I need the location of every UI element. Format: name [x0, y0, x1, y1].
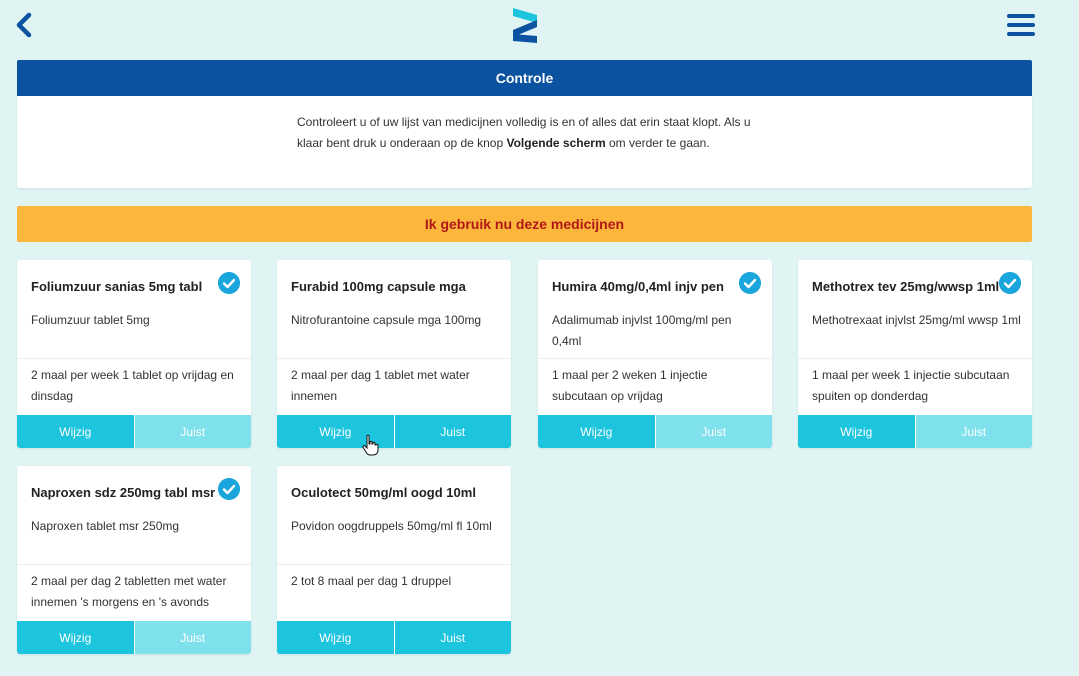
next-screen-reference: Volgende scherm	[506, 136, 606, 150]
medicine-title: Foliumzuur sanias 5mg tabl	[31, 279, 203, 294]
z-logo-icon	[510, 6, 540, 44]
medicine-title: Naproxen sdz 250mg tabl msr	[31, 485, 216, 500]
checkmark-icon	[999, 272, 1021, 294]
hamburger-menu-icon[interactable]	[1006, 12, 1036, 38]
top-bar	[0, 0, 1079, 56]
medicine-card	[17, 260, 251, 448]
edit-button[interactable]: Wijzig	[17, 621, 135, 654]
divider	[277, 564, 511, 565]
correct-button[interactable]: Juist	[395, 621, 512, 654]
edit-button[interactable]: Wijzig	[277, 621, 395, 654]
correct-button[interactable]: Juist	[916, 415, 1033, 448]
card-actions	[17, 415, 251, 448]
divider	[538, 358, 772, 359]
card-actions	[798, 415, 1032, 448]
controle-instructions	[297, 112, 777, 154]
medicine-description: Adalimumab injvlst 100mg/ml pen 0,4ml	[552, 313, 732, 348]
checkmark-icon	[739, 272, 761, 294]
medicine-title: Humira 40mg/0,4ml injv pen	[552, 279, 724, 294]
medicine-dosage: 2 maal per dag 1 tablet met water innemen	[291, 368, 470, 403]
chevron-left-icon[interactable]	[12, 10, 36, 40]
divider	[277, 358, 511, 359]
medicine-card	[798, 260, 1032, 448]
checkmark-icon	[218, 478, 240, 500]
medicine-description: Nitrofurantoine capsule mga 100mg	[291, 313, 482, 327]
medicine-description: Povidon oogdruppels 50mg/ml fl 10ml	[291, 519, 492, 533]
controle-header: Controle	[17, 60, 1032, 96]
medicine-title: Furabid 100mg capsule mga	[291, 279, 466, 294]
correct-button[interactable]: Juist	[395, 415, 512, 448]
medicine-dosage: 2 tot 8 maal per dag 1 druppel	[291, 574, 452, 588]
medicine-card	[277, 260, 511, 448]
medicine-dosage: 2 maal per dag 2 tabletten met water innemen 's morgens en 's avonds	[31, 574, 227, 609]
divider	[798, 358, 1032, 359]
checkmark-icon	[218, 272, 240, 294]
card-actions	[17, 621, 251, 654]
edit-button[interactable]: Wijzig	[798, 415, 916, 448]
card-actions	[538, 415, 772, 448]
correct-button[interactable]: Juist	[135, 621, 252, 654]
edit-button[interactable]: Wijzig	[538, 415, 656, 448]
card-actions	[277, 415, 511, 448]
section-header-current-medicines: Ik gebruik nu deze medicijnen	[17, 206, 1032, 242]
medicine-card	[277, 466, 511, 654]
medicine-description: Methotrexaat injvlst 25mg/ml wwsp 1ml	[812, 313, 1021, 327]
edit-button[interactable]: Wijzig	[277, 415, 395, 448]
medicine-description: Foliumzuur tablet 5mg	[31, 313, 150, 327]
medicine-title: Oculotect 50mg/ml oogd 10ml	[291, 485, 476, 500]
hand-cursor-icon	[361, 434, 379, 456]
divider	[17, 358, 251, 359]
instructions-text-end: om verder te gaan.	[605, 136, 710, 150]
medicine-dosage: 1 maal per 2 weken 1 injectie subcutaan op vrijdag	[552, 368, 708, 403]
correct-button[interactable]: Juist	[135, 415, 252, 448]
medicine-dosage: 1 maal per week 1 injectie subcutaan spuiten op donderdag	[812, 368, 1010, 403]
medicine-card	[17, 466, 251, 654]
medicine-title: Methotrex tev 25mg/wwsp 1ml	[812, 279, 1000, 294]
controle-panel	[17, 96, 1032, 188]
correct-button[interactable]: Juist	[656, 415, 773, 448]
edit-button[interactable]: Wijzig	[17, 415, 135, 448]
divider	[17, 564, 251, 565]
card-actions	[277, 621, 511, 654]
medicine-dosage: 2 maal per week 1 tablet op vrijdag en dinsdag	[31, 368, 234, 403]
medicine-card	[538, 260, 772, 448]
instructions-text: Controleert u of uw lijst van medicijnen volledig is en of alles dat erin staat klopt. Als u klaar bent druk u onderaan op de knop	[297, 115, 751, 150]
medicine-description: Naproxen tablet msr 250mg	[31, 519, 180, 533]
